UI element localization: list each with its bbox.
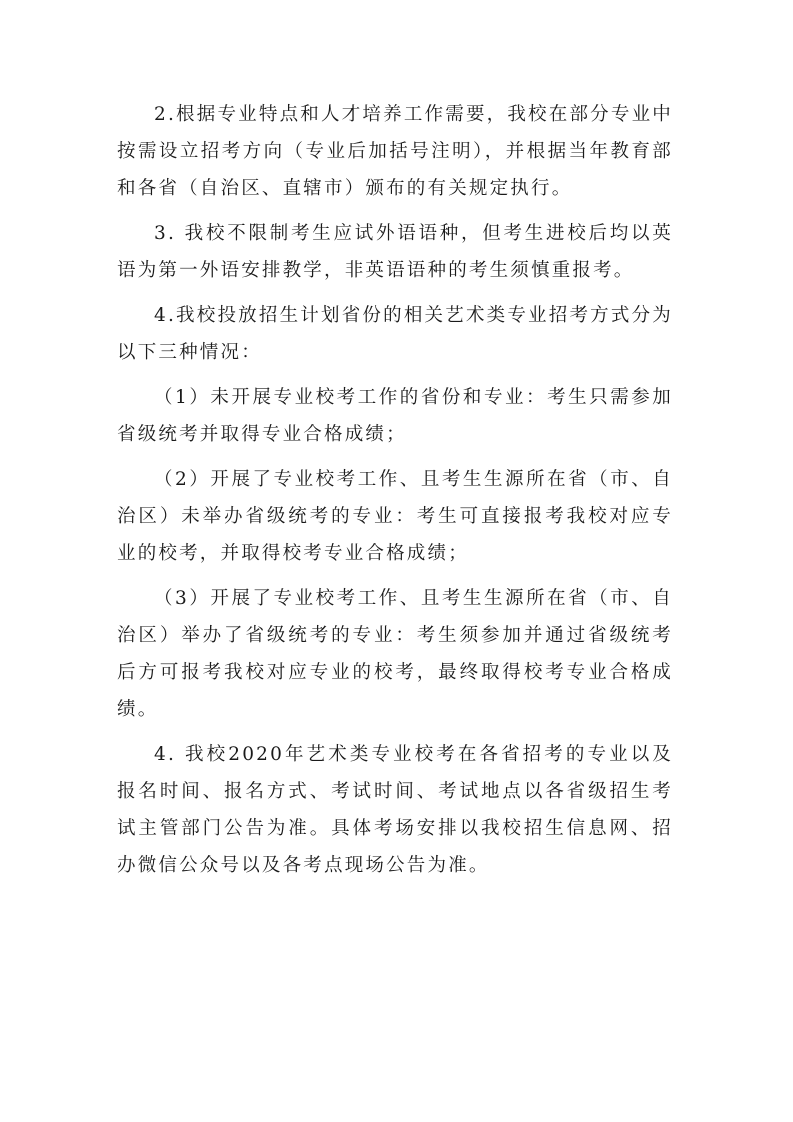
paragraph-case-2: （2）开展了专业校考工作、且考生生源所在省（市、自治区）未举办省级统考的专业：考生可直接报考我校对应专业的校考，并取得校考专业合格成绩； <box>117 469 673 564</box>
document-body <box>117 96 673 892</box>
paragraph-case-3: （3）开展了专业校考工作、且考生生源所在省（市、自治区）举办了省级统考的专业：考生须参加并通过省级统考后方可报考我校对应专业的校考，最终取得校考专业合格成绩。 <box>117 588 673 720</box>
paragraph-enrollment-direction: 2.根据专业特点和人才培养工作需要，我校在部分专业中按需设立招考方向（专业后加括号注明），并根据当年教育部和各省（自治区、直辖市）颁布的有关规定执行。 <box>117 104 673 199</box>
paragraph-case-1: （1）未开展专业校考工作的省份和专业：考生只需参加省级统考并取得专业合格成绩； <box>117 387 673 445</box>
paragraph-exam-announcement: 4. 我校2020年艺术类专业校考在各省招考的专业以及报名时间、报名方式、考试时间、考试地点以各省级招生考试主管部门公告为准。具体考场安排以我校招生信息网、招办微信公众号以及各考点现场公告为准。 <box>117 744 673 876</box>
paragraph-foreign-language: 3. 我校不限制考生应试外语语种，但考生进校后均以英语为第一外语安排教学，非英语语种的考生须慎重报考。 <box>117 223 673 281</box>
paragraph-exam-methods-intro: 4.我校投放招生计划省份的相关艺术类专业招考方式分为以下三种情况： <box>117 305 673 363</box>
